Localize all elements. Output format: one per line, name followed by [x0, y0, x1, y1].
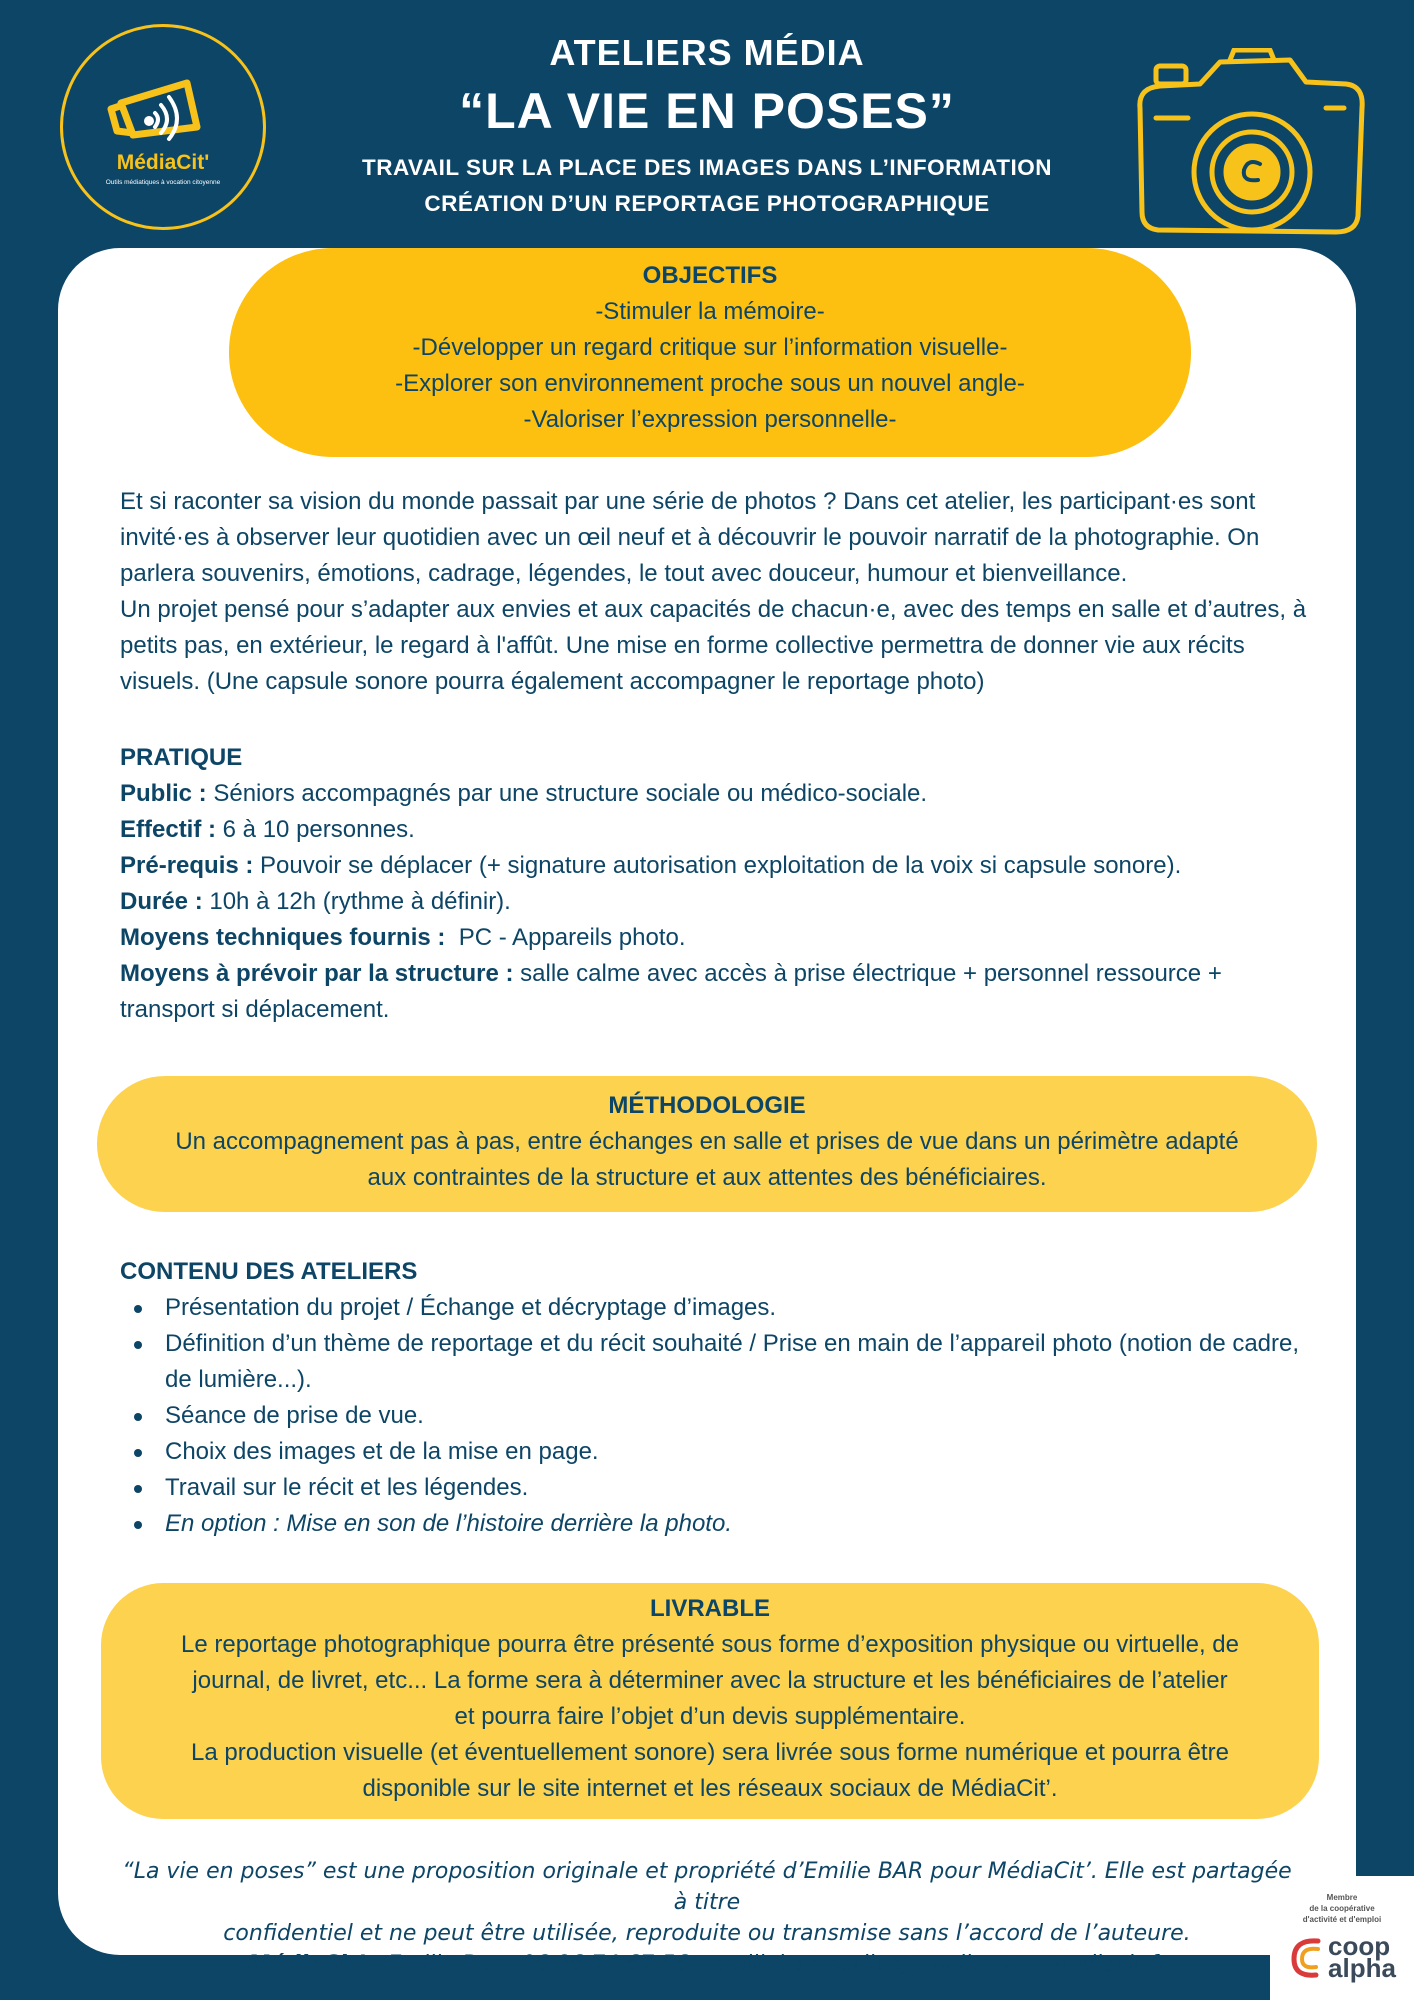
pratique-label: Public : [120, 780, 207, 807]
logo-tagline: Outils médiatiques à vocation citoyenne [105, 178, 221, 186]
megaphone-wifi-icon [103, 77, 223, 149]
list-item: Travail sur le récit et les légendes. [120, 1470, 1310, 1506]
livrable-heading: LIVRABLE [650, 1595, 770, 1622]
coop-name [1328, 1931, 1396, 1983]
pratique-row [120, 848, 1310, 884]
page-header [290, 30, 1124, 222]
coop-logo [1270, 1933, 1414, 1981]
objectif-item: -Explorer son environnement proche sous un nouvel angle- [395, 370, 1025, 397]
footer-line-2: confidentiel et ne peut être utilisée, reproduite ou transmise sans l’accord de l’auteure. [223, 1921, 1191, 1946]
pratique-value: Séniors accompagnés par une structure sociale ou médico-sociale. [206, 780, 928, 807]
header-subtitle-2: CRÉATION D’UN REPORTAGE PHOTOGRAPHIQUE [424, 191, 990, 216]
livrable-line: Le reportage photographique pourra être présenté sous forme d’exposition physique ou virtuelle, de [180, 1631, 1239, 1658]
coop-member-line: Membre [1326, 1893, 1358, 1902]
objectifs-heading: OBJECTIFS [642, 262, 778, 289]
intro-text [120, 484, 1310, 700]
header-subtitle-1: TRAVAIL SUR LA PLACE DES IMAGES DANS L’INFORMATION [361, 155, 1052, 180]
footer-credits [120, 1856, 1294, 1980]
methodologie-line: aux contraintes de la structure et aux attentes des bénéficiaires. [367, 1164, 1047, 1191]
livrable-line: et pourra faire l’objet d’un devis supplémentaire. [454, 1703, 966, 1730]
pratique-label: Pré-requis : [120, 852, 254, 879]
methodologie-heading: MÉTHODOLOGIE [608, 1092, 806, 1119]
livrable-box [101, 1583, 1319, 1819]
footer-contact: - Emilie Bar - 06 86 74 67 56 - emiliebar.media@gmail.com - mediacit.fr [365, 1952, 1167, 1977]
pratique-section [120, 740, 1310, 1028]
pratique-value: salle calme avec accès à prise électrique + personnel ressource + transport si déplacement. [120, 960, 1222, 1023]
pratique-row [120, 812, 1310, 848]
list-item: Définition d’un thème de reportage et du récit souhaité / Prise en main de l’appareil photo (notion de cadre, de lumière...). [120, 1326, 1310, 1398]
mediacit-logo [60, 24, 266, 230]
pratique-label: Effectif : [120, 816, 216, 843]
pratique-value: 6 à 10 personnes. [216, 816, 415, 843]
pratique-label: Moyens techniques fournis : [120, 924, 446, 951]
methodologie-line: Un accompagnement pas à pas, entre échanges en salle et prises de vue dans un périmètre adapté [175, 1128, 1239, 1155]
pratique-value: Pouvoir se déplacer (+ signature autorisation exploitation de la voix si capsule sonore). [253, 852, 1182, 879]
livrable-line: La production visuelle (et éventuellement sonore) sera livrée sous forme numérique et pourra être [191, 1739, 1229, 1766]
coop-alpha-badge [1270, 1876, 1414, 2000]
footer-brand: MédiaCit’ [247, 1952, 366, 1977]
livrable-line: journal, de livret, etc... La forme sera à déterminer avec la structure et les bénéficiaires de l’atelier [192, 1667, 1228, 1694]
coop-swirl-icon [1288, 1933, 1328, 1981]
pratique-value: PC - Appareils photo. [445, 924, 686, 951]
intro-paragraph-1: Et si raconter sa vision du monde passait par une série de photos ? Dans cet atelier, les participant·es sont invité·es à observer leur quotidien avec un œil neuf et à découvrir le pouvoir narratif de la photographie. On parlera souvenirs, émotions, cadrage, légendes, le tout avec douceur, humour et bienveillance. [120, 488, 1260, 587]
livrable-line: disponible sur le site internet et les réseaux sociaux de MédiaCit’. [362, 1775, 1058, 1802]
coop-name-2: alpha [1328, 1953, 1396, 1983]
footer-line-1: “La vie en poses” est une proposition originale et propriété d’Emilie BAR pour MédiaCit’. Elle est partagée à titre [122, 1859, 1292, 1915]
list-item: Choix des images et de la mise en page. [120, 1434, 1310, 1470]
camera-icon [1130, 48, 1370, 248]
methodologie-box [97, 1076, 1317, 1212]
objectif-item: -Développer un regard critique sur l’information visuelle- [412, 334, 1008, 361]
footer-contact-line [120, 1949, 1294, 1980]
pratique-row [120, 776, 1310, 812]
list-item: Présentation du projet / Échange et décryptage d’images. [120, 1290, 1310, 1326]
logo-name: MédiaCit' [116, 150, 210, 174]
pratique-row [120, 884, 1310, 920]
header-kicker: ATELIERS MÉDIA [549, 32, 865, 73]
objectif-item: -Valoriser l’expression personnelle- [523, 406, 897, 433]
list-item-option: En option : Mise en son de l’histoire derrière la photo. [120, 1506, 1310, 1542]
contenu-heading: CONTENU DES ATELIERS [120, 1258, 418, 1285]
contenu-section [120, 1254, 1310, 1542]
page-title: “LA VIE EN POSES” [459, 83, 955, 139]
objectifs-box [229, 248, 1191, 457]
pratique-row [120, 920, 1310, 956]
objectif-item: -Stimuler la mémoire- [595, 298, 825, 325]
coop-member-line: de la coopérative [1309, 1904, 1375, 1913]
pratique-label: Moyens à prévoir par la structure : [120, 960, 514, 987]
coop-member-line: d'activité et d'emploi [1302, 1915, 1382, 1924]
intro-paragraph-2: Un projet pensé pour s’adapter aux envies et aux capacités de chacun·e, avec des temps en salle et d’autres, à petits pas, en extérieur, le regard à l'affût. Une mise en forme collective permettra de donner vie aux récits visuels. (Une capsule sonore pourra également accompagner le reportage photo) [120, 596, 1307, 695]
list-item: Séance de prise de vue. [120, 1398, 1310, 1434]
pratique-label: Durée : [120, 888, 203, 915]
contenu-list [120, 1290, 1310, 1542]
pratique-value: 10h à 12h (rythme à définir). [202, 888, 511, 915]
coop-name-1: coop [1328, 1931, 1391, 1961]
pratique-heading: PRATIQUE [120, 744, 243, 771]
pratique-row [120, 956, 1310, 1028]
